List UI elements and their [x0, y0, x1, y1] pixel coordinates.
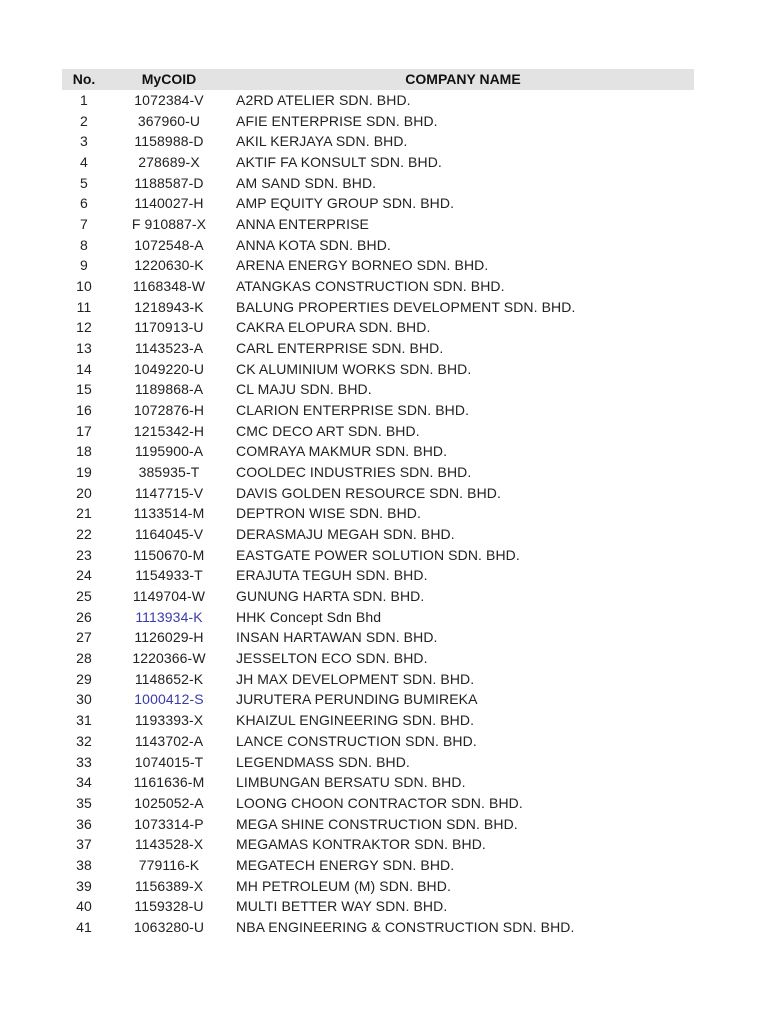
company-name-cell: AKTIF FA KONSULT SDN. BHD.	[236, 154, 442, 171]
table-row	[62, 379, 694, 400]
company-name-cell: MEGA SHINE CONSTRUCTION SDN. BHD.	[236, 815, 518, 832]
table-row	[62, 896, 694, 917]
mycoid-cell: 1215342-H	[133, 422, 205, 439]
mycoid-cell: 1188587-D	[134, 174, 204, 191]
row-number: 28	[76, 650, 92, 667]
company-name-cell: AMP EQUITY GROUP SDN. BHD.	[236, 195, 455, 212]
company-name-cell: LOONG CHOON CONTRACTOR SDN. BHD.	[236, 794, 523, 811]
row-number: 25	[76, 588, 92, 605]
mycoid-cell: 1150670-M	[133, 546, 205, 563]
mycoid-cell: 1158988-D	[134, 133, 204, 150]
row-number: 27	[76, 629, 92, 646]
mycoid-cell: F 910887-X	[131, 216, 207, 233]
mycoid-cell: 1126029-H	[134, 629, 204, 646]
mycoid-cell: 1143523-A	[134, 340, 204, 357]
mycoid-cell: 1133514-M	[133, 505, 205, 522]
company-name-cell: CL MAJU SDN. BHD.	[236, 381, 372, 398]
mycoid-link[interactable]: 1113934-K	[135, 608, 203, 625]
row-number: 11	[76, 298, 92, 315]
table-row	[62, 648, 694, 669]
company-name-cell: NBA ENGINEERING & CONSTRUCTION SDN. BHD.	[236, 918, 575, 935]
company-name-cell: LIMBUNGAN BERSATU SDN. BHD.	[236, 774, 466, 791]
row-number: 9	[80, 257, 88, 274]
table-row	[62, 276, 694, 297]
row-number: 35	[76, 794, 92, 811]
table-row	[62, 834, 694, 855]
row-number: 38	[76, 856, 92, 873]
row-number: 24	[76, 567, 92, 584]
company-name-cell: MEGAMAS KONTRAKTOR SDN. BHD.	[236, 836, 486, 853]
row-number: 12	[76, 319, 92, 336]
row-number: 29	[76, 670, 92, 687]
mycoid-cell: 1220366-W	[132, 650, 206, 667]
table-row	[62, 524, 694, 545]
company-name-cell: MULTI BETTER WAY SDN. BHD.	[236, 898, 448, 915]
row-number: 3	[80, 133, 88, 150]
mycoid-cell: 1164045-V	[134, 526, 204, 543]
row-number: 21	[76, 505, 92, 522]
company-name-cell: HHK Concept Sdn Bhd	[236, 608, 382, 625]
table-row	[62, 193, 694, 214]
company-name-cell: BALUNG PROPERTIES DEVELOPMENT SDN. BHD.	[236, 298, 576, 315]
company-name-cell: COMRAYA MAKMUR SDN. BHD.	[236, 443, 448, 460]
table-body	[62, 90, 694, 938]
company-name-cell: MH PETROLEUM (M) SDN. BHD.	[236, 877, 451, 894]
mycoid-cell: 1189868-A	[134, 381, 204, 398]
company-list-sheet	[62, 69, 694, 938]
row-number: 32	[76, 732, 92, 749]
header-company-name: COMPANY NAME	[405, 71, 521, 87]
table-row	[62, 627, 694, 648]
mycoid-cell: 1148652-K	[134, 670, 204, 687]
company-name-cell: JH MAX DEVELOPMENT SDN. BHD.	[236, 670, 475, 687]
row-number: 19	[76, 464, 92, 481]
row-number: 17	[76, 422, 92, 439]
mycoid-cell: 1073314-P	[134, 815, 204, 832]
row-number: 39	[76, 877, 92, 894]
table-row	[62, 793, 694, 814]
row-number: 4	[80, 154, 88, 171]
company-name-cell: ARENA ENERGY BORNEO SDN. BHD.	[236, 257, 489, 274]
mycoid-cell: 1063280-U	[133, 918, 205, 935]
mycoid-cell: 1170913-U	[134, 319, 204, 336]
row-number: 14	[76, 360, 92, 377]
table-row	[62, 752, 694, 773]
mycoid-cell: 1195900-A	[134, 443, 204, 460]
company-name-cell: LEGENDMASS SDN. BHD.	[236, 753, 410, 770]
mycoid-cell: 1025052-A	[134, 794, 204, 811]
mycoid-cell: 1193393-X	[134, 712, 204, 729]
mycoid-cell: 1168348-W	[132, 278, 206, 295]
table-row	[62, 814, 694, 835]
table-row	[62, 545, 694, 566]
mycoid-cell: 779116-K	[138, 856, 200, 873]
row-number: 22	[76, 526, 92, 543]
table-row	[62, 876, 694, 897]
table-row	[62, 441, 694, 462]
table-row	[62, 772, 694, 793]
mycoid-cell: 1072384-V	[134, 92, 204, 108]
table-row	[62, 503, 694, 524]
company-name-cell: CMC DECO ART SDN. BHD.	[236, 422, 420, 439]
header-no: No.	[72, 71, 96, 87]
table-row	[62, 565, 694, 586]
header-row	[62, 69, 694, 90]
row-number: 20	[76, 484, 92, 501]
company-name-cell: DEPTRON WISE SDN. BHD.	[236, 505, 421, 522]
table-row	[62, 90, 694, 111]
company-name-cell: DAVIS GOLDEN RESOURCE SDN. BHD.	[236, 484, 501, 501]
mycoid-cell: 1159328-U	[134, 898, 204, 915]
row-number: 26	[76, 608, 92, 625]
row-number: 2	[80, 112, 88, 129]
company-name-cell: ATANGKAS CONSTRUCTION SDN. BHD.	[236, 278, 505, 295]
row-number: 5	[80, 174, 88, 191]
row-number: 31	[76, 712, 92, 729]
mycoid-cell: 1143702-A	[134, 732, 204, 749]
company-name-cell: AM SAND SDN. BHD.	[236, 174, 377, 191]
table-row	[62, 297, 694, 318]
table-row	[62, 731, 694, 752]
mycoid-cell: 1149704-W	[132, 588, 206, 605]
company-name-cell: ERAJUTA TEGUH SDN. BHD.	[236, 567, 428, 584]
table-row	[62, 317, 694, 338]
table-row	[62, 689, 694, 710]
company-name-cell: GUNUNG HARTA SDN. BHD.	[236, 588, 425, 605]
table-row	[62, 338, 694, 359]
mycoid-cell: 385935-T	[138, 464, 200, 481]
table-row	[62, 359, 694, 380]
table-row	[62, 462, 694, 483]
table-header	[62, 69, 694, 90]
mycoid-cell: 1143528-X	[134, 836, 204, 853]
mycoid-cell: 1220630-K	[134, 257, 204, 274]
company-name-cell: MEGATECH ENERGY SDN. BHD.	[236, 856, 455, 873]
mycoid-link[interactable]: 1000412-S	[134, 691, 204, 708]
company-name-cell: DERASMAJU MEGAH SDN. BHD.	[236, 526, 455, 543]
row-number: 33	[76, 753, 92, 770]
row-number: 8	[80, 236, 88, 253]
company-name-cell: KHAIZUL ENGINEERING SDN. BHD.	[236, 712, 475, 729]
table-row	[62, 131, 694, 152]
company-name-cell: AKIL KERJAYA SDN. BHD.	[236, 133, 408, 150]
table-row	[62, 421, 694, 442]
table-row	[62, 214, 694, 235]
mycoid-cell: 1147715-V	[134, 484, 204, 501]
mycoid-cell: 1074015-T	[134, 753, 204, 770]
table-row	[62, 917, 694, 938]
company-name-cell: COOLDEC INDUSTRIES SDN. BHD.	[236, 464, 472, 481]
mycoid-cell: 1072548-A	[134, 236, 204, 253]
row-number: 13	[76, 340, 92, 357]
company-name-cell: CARL ENTERPRISE SDN. BHD.	[236, 340, 444, 357]
company-name-cell: LANCE CONSTRUCTION SDN. BHD.	[236, 732, 477, 749]
company-name-cell: JESSELTON ECO SDN. BHD.	[236, 650, 428, 667]
row-number: 1	[80, 92, 88, 108]
table-row	[62, 710, 694, 731]
company-name-cell: A2RD ATELIER SDN. BHD.	[236, 92, 411, 108]
mycoid-cell: 1218943-K	[134, 298, 204, 315]
mycoid-cell: 367960-U	[137, 112, 201, 129]
mycoid-cell: 1072876-H	[133, 402, 205, 419]
table-row	[62, 152, 694, 173]
row-number: 15	[76, 381, 92, 398]
row-number: 7	[80, 216, 88, 233]
row-number: 41	[76, 918, 92, 935]
row-number: 18	[76, 443, 92, 460]
mycoid-cell: 1049220-U	[133, 360, 205, 377]
mycoid-cell: 1154933-T	[135, 567, 203, 584]
table-row	[62, 255, 694, 276]
row-number: 30	[76, 691, 92, 708]
row-number: 6	[80, 195, 88, 212]
row-number: 37	[76, 836, 92, 853]
row-number: 16	[76, 402, 92, 419]
mycoid-cell: 1161636-M	[133, 774, 205, 791]
table-row	[62, 173, 694, 194]
company-name-cell: EASTGATE POWER SOLUTION SDN. BHD.	[236, 546, 520, 563]
company-name-cell: INSAN HARTAWAN SDN. BHD.	[236, 629, 438, 646]
header-mycoid: MyCOID	[141, 71, 197, 87]
table-row	[62, 235, 694, 256]
table-row	[62, 586, 694, 607]
company-name-cell: JURUTERA PERUNDING BUMIREKA	[236, 691, 478, 708]
table-row	[62, 400, 694, 421]
row-number: 23	[76, 546, 92, 563]
company-table	[62, 69, 694, 938]
table-row	[62, 855, 694, 876]
company-name-cell: CLARION ENTERPRISE SDN. BHD.	[236, 402, 470, 419]
company-name-cell: ANNA ENTERPRISE	[236, 216, 369, 233]
table-row	[62, 483, 694, 504]
mycoid-cell: 278689-X	[138, 154, 200, 171]
row-number: 34	[76, 774, 92, 791]
row-number: 36	[76, 815, 92, 832]
table-row	[62, 111, 694, 132]
mycoid-cell: 1156389-X	[134, 877, 204, 894]
mycoid-cell: 1140027-H	[134, 195, 204, 212]
row-number: 10	[76, 278, 92, 295]
company-name-cell: CAKRA ELOPURA SDN. BHD.	[236, 319, 431, 336]
company-name-cell: CK ALUMINIUM WORKS SDN. BHD.	[236, 360, 472, 377]
company-name-cell: AFIE ENTERPRISE SDN. BHD.	[236, 112, 438, 129]
row-number: 40	[76, 898, 92, 915]
table-row	[62, 669, 694, 690]
table-row	[62, 607, 694, 628]
company-name-cell: ANNA KOTA SDN. BHD.	[236, 236, 391, 253]
